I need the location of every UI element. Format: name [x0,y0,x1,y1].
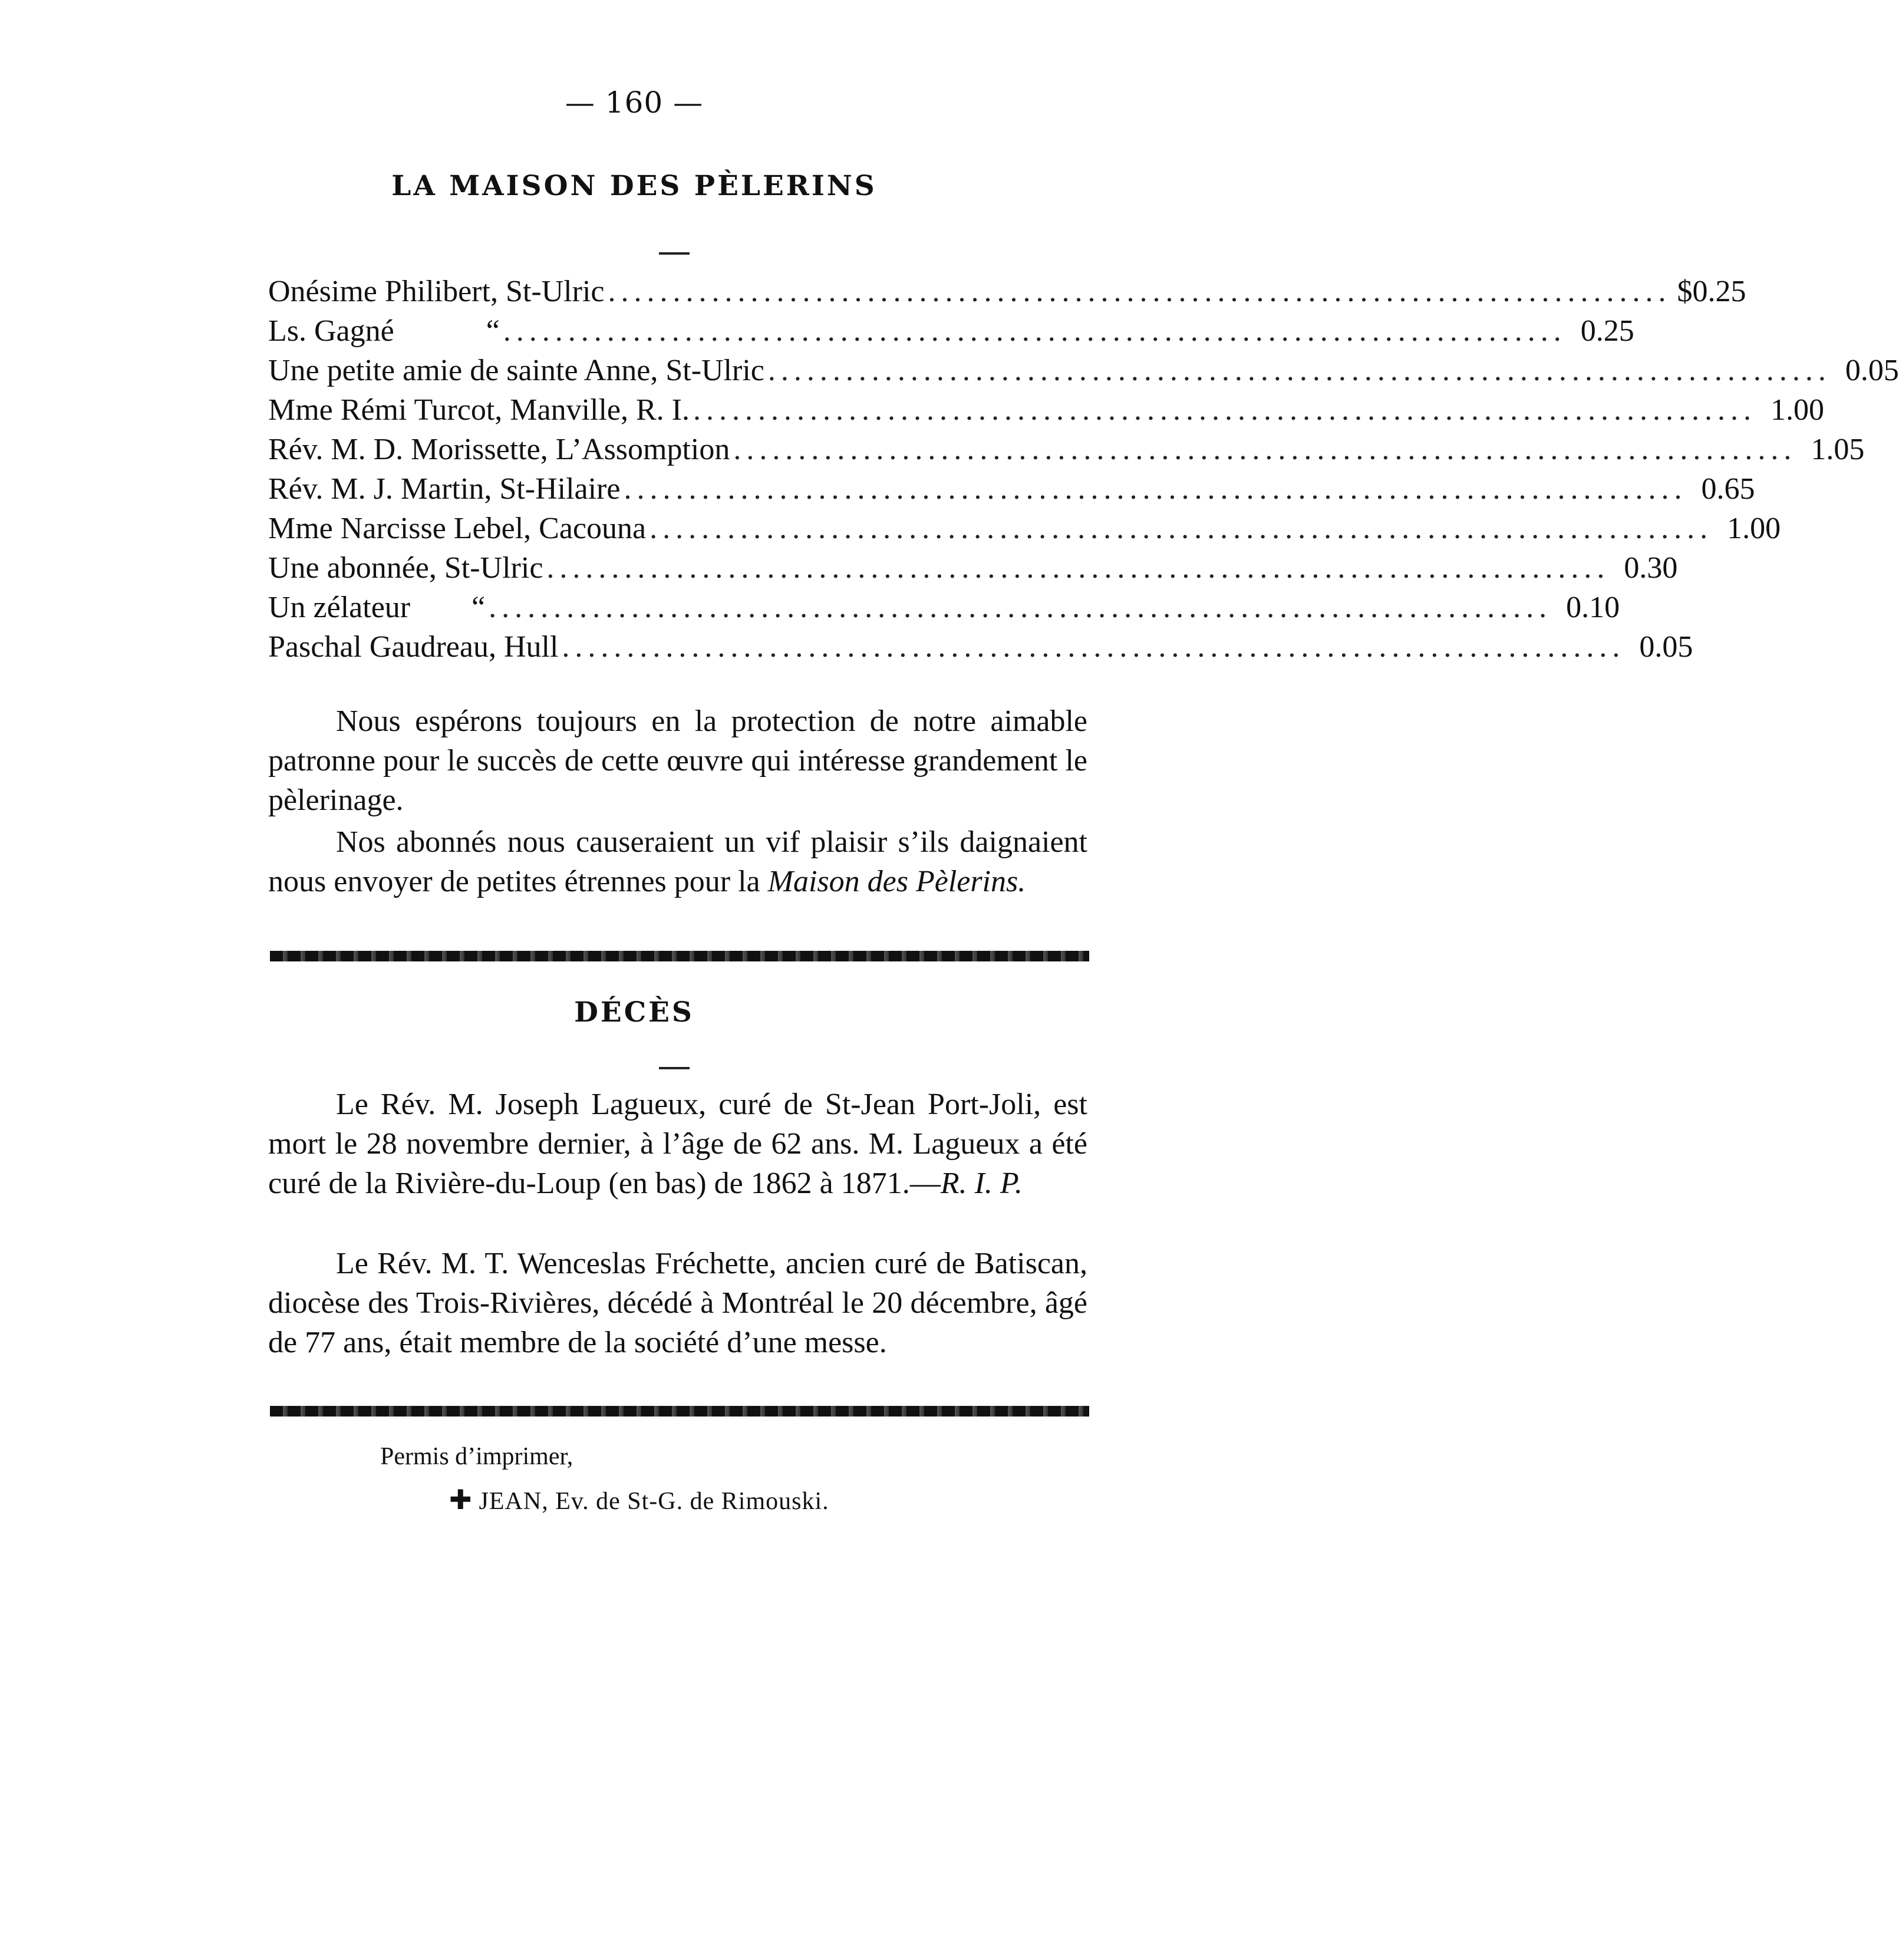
maison-des-pelerins-italic: Maison des Pèlerins. [767,865,1026,898]
deces-paragraph-1 [268,1085,1087,1203]
donation-row [268,630,1693,669]
section-title-deces: DÉCÈS [574,996,694,1029]
title-divider [659,1067,690,1069]
imprimatur-label: Permis d’imprimer, [380,1443,573,1470]
donation-row [268,551,1678,590]
donor-name: Rév. M. D. Morissette, L’Assomption [268,433,730,466]
leader-dots: .................................................................................. [562,630,1626,664]
donation-amount: 0.05 [1845,354,1899,387]
cross-icon: ✚ [449,1485,472,1515]
rip-italic: R. I. P. [940,1167,1023,1200]
donation-row [268,590,1620,630]
donor-name: Une abonnée, St-Ulric [268,551,543,585]
donor-name: Onésime Philibert, St-Ulric [268,275,605,308]
donation-amount: 1.05 [1811,433,1865,466]
donor-name: Une petite amie de sainte Anne, St-Ulric [268,354,764,387]
donation-row [268,274,1746,314]
donation-row [268,511,1781,551]
page-number: — 160 — [565,85,704,120]
donation-amount: 0.10 [1566,591,1620,624]
donor-name: Ls. Gagné “ [268,314,500,348]
donation-row [268,314,1634,353]
leader-dots: .................................................................................. [650,512,1713,545]
leader-dots: .................................................................................. [767,354,1831,387]
pelerins-paragraph-2 [268,822,1087,901]
leader-dots: .................................................................................. [608,275,1671,308]
donation-amount: $0.25 [1677,275,1746,308]
donor-name: Paschal Gaudreau, Hull [268,630,559,664]
donor-name: Un zélateur “ [268,591,486,624]
donation-amount: 0.05 [1639,630,1693,664]
deces-paragraph-1-text: Le Rév. M. Joseph Lagueux, curé de St-Jean Port-Joli, est mort le 28 novembre dernier, à l’âge de 62 ans. M. Lagueux a été curé de la Rivière-du-Loup (en bas) de 1862 à 1871.— [268,1088,1087,1200]
donation-amount: 0.25 [1580,314,1634,348]
donation-row [268,353,1899,393]
donation-amount: 1.00 [1727,512,1781,545]
section-separator [270,1406,1089,1417]
pelerins-paragraph-2-text: Nos abonnés nous causeraient un vif plaisir s’ils daignaient nous envoyer de petites étrennes pour la [268,825,1087,898]
leader-dots: .................................................................................. [503,314,1567,348]
leader-dots: .................................................................................. [693,393,1756,427]
deces-paragraph-2: Le Rév. M. T. Wenceslas Fréchette, ancien curé de Batiscan, diocèse des Trois-Rivières, décédé à Montréal le 20 décembre, âgé de 77 ans, était membre de la société d’une messe. [268,1247,1087,1359]
leader-dots: .................................................................................. [624,472,1687,506]
donation-row [268,472,1755,511]
donation-amount: 0.30 [1624,551,1678,585]
leader-dots: .................................................................................. [733,433,1797,466]
title-divider [659,252,690,255]
leader-dots: .................................................................................. [489,591,1552,624]
donor-name: Rév. M. J. Martin, St-Hilaire [268,472,621,506]
pelerins-paragraph-1: Nous espérons toujours en la protection de notre aimable patronne pour le succès de cette œuvre qui intéresse grandement le pèlerinage. [268,704,1087,817]
leader-dots: .................................................................................. [546,551,1610,585]
donation-row [268,432,1865,472]
donor-name: Mme Narcisse Lebel, Cacouna [268,512,647,545]
donation-row [268,393,1824,432]
bishop-signature [449,1484,829,1516]
section-separator [270,951,1089,961]
signature-text: JEAN, Ev. de St-G. de Rimouski. [479,1488,829,1515]
donation-amount: 1.00 [1771,393,1824,427]
donor-name: Mme Rémi Turcot, Manville, R. I. [268,393,690,427]
section-title-pelerins: LA MAISON DES PÈLERINS [391,170,877,202]
donation-amount: 0.65 [1701,472,1755,506]
donation-list [268,274,1899,669]
